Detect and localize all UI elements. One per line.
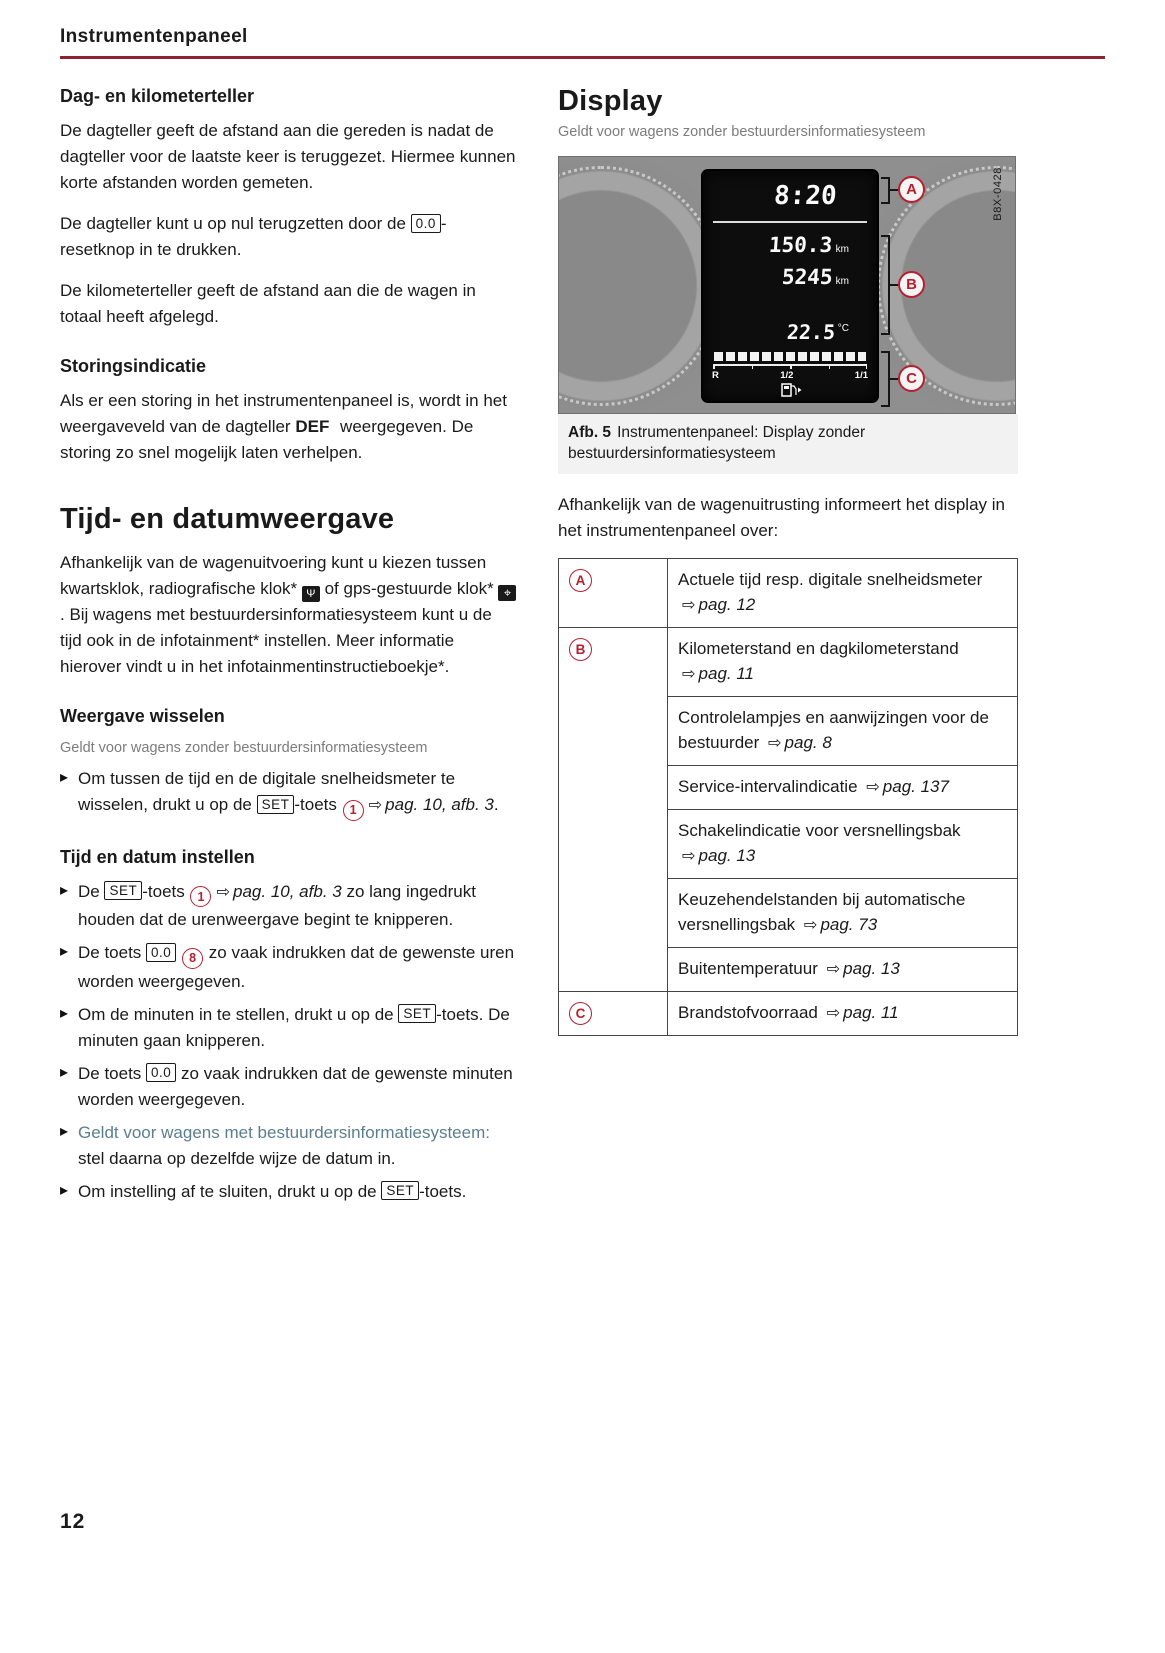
- emphasis-text: Afb. 5: [568, 424, 612, 441]
- page-ref: pag. 137: [882, 777, 949, 796]
- list-item: ▸ De SET -toets 1 ⇨ pag. 10, afb. 3 zo lang ingedrukt houden dat de urenweergave begint te knipperen.: [60, 879, 518, 934]
- row-label-b: B: [569, 638, 592, 661]
- page-ref: pag. 73: [820, 915, 878, 934]
- paragraph: De kilometerteller geeft de afstand aan die de wagen in totaal heeft afgelegd.: [60, 281, 476, 326]
- chapter-title-time-date: Tijd- en datumweergave: [60, 503, 395, 535]
- fuel-scale: [713, 364, 867, 369]
- page-ref-arrow: ⇨: [768, 734, 782, 752]
- image-reference-code: B8X-0428: [992, 167, 1004, 221]
- key-label: 0.0: [146, 1063, 176, 1082]
- table-intro-paragraph: Afhankelijk van de wagenuitrusting informeert het display in het instrumentenpaneel over:: [558, 495, 1005, 540]
- page-ref: pag. 11: [698, 664, 754, 683]
- applicability-note: Geldt voor wagens zonder bestuurdersinformatiesysteem: [558, 124, 926, 140]
- list-item: ▸ De toets 0.0 8 zo vaak indrukken dat de gewenste uren worden weergegeven.: [60, 940, 518, 995]
- callout-line-c: [890, 378, 898, 380]
- instruction-list: [60, 879, 518, 1205]
- callout-bracket-c: [881, 351, 890, 407]
- row-label-c: C: [569, 1002, 592, 1025]
- page-ref: pag. 13: [698, 846, 756, 865]
- callout-line-b: [890, 284, 898, 286]
- page-ref: pag. 11: [843, 1003, 899, 1022]
- page-ref-arrow: ⇨: [826, 960, 841, 978]
- applicability-note: Geldt voor wagens zonder bestuurdersinformatiesysteem: [60, 740, 428, 756]
- page-ref: pag. 12: [698, 595, 756, 614]
- gps-clock-icon: [498, 585, 516, 601]
- key-label: SET: [381, 1181, 419, 1200]
- paragraph: De dagteller geeft de afstand aan die gereden is nadat de dagteller voor de laatste keer is teruggezet. Hiermee kunnen korte afstanden worden gemeten.: [60, 121, 516, 192]
- callout-ref: 1: [343, 800, 364, 821]
- callout-a: A: [898, 176, 925, 203]
- page-ref: pag. 10, afb. 3: [233, 881, 342, 901]
- lcd-divider: [713, 221, 867, 223]
- left-column: [60, 84, 518, 1215]
- display-figure: [558, 156, 1018, 474]
- table-cell: Kilometerstand en dagkilometerstand ⇨ pag. 11: [668, 628, 1018, 697]
- table-cell: Brandstofvoorraad ⇨ pag. 11: [668, 992, 1018, 1036]
- lcd-display: [701, 169, 879, 403]
- page-header-title: Instrumentenpaneel: [60, 26, 248, 47]
- paragraph: De dagteller kunt u op nul terugzetten door de 0.0 -resetknop in te drukken.: [60, 214, 447, 259]
- page-number: 12: [60, 1510, 86, 1533]
- callout-line-a: [890, 189, 898, 191]
- page-ref-arrow: ⇨: [682, 847, 696, 865]
- fuel-scale-tick: [790, 364, 792, 369]
- callout-c: C: [898, 365, 925, 392]
- table-cell: Keuzehendelstanden bij automatische versnellingsbak ⇨ pag. 73: [668, 879, 1018, 948]
- key-label: SET: [257, 795, 295, 814]
- key-label: 0.0: [411, 214, 441, 233]
- fuel-scale-tick: [713, 364, 715, 369]
- page-ref: pag. 13: [843, 959, 900, 978]
- table-cell: Schakelindicatie voor versnellingsbak ⇨ pag. 13: [668, 810, 1018, 879]
- callout-bracket-a: [881, 177, 890, 204]
- right-column: [558, 84, 1018, 1036]
- callout-bracket-b: [881, 235, 890, 335]
- section-title-trip-odometer: Dag- en kilometerteller: [60, 86, 255, 106]
- page-ref-arrow: ⇨: [803, 916, 818, 934]
- fuel-labels: R 1/2 1/1: [712, 370, 868, 381]
- table-row: [559, 559, 1018, 628]
- chapter-title-display: Display: [558, 85, 663, 117]
- trip-odometer-readout: 150.3 km: [768, 233, 849, 257]
- list-item: ▸ Om instelling af te sluiten, drukt u op de SET -toets.: [60, 1179, 518, 1205]
- header-rule: [60, 56, 1105, 59]
- table-cell: Buitentemperatuur ⇨ pag. 13: [668, 948, 1018, 992]
- list-item: ▸ De toets 0.0 zo vaak indrukken dat de gewenste minuten worden weergegeven.: [60, 1061, 518, 1113]
- fuel-scale-tick: [829, 364, 831, 369]
- section-title-switch-display: Weergave wisselen: [60, 706, 225, 726]
- section-title-fault-indication: Storingsindicatie: [60, 356, 207, 376]
- temperature-readout: 22.5 $^{^\circ C}$: [785, 320, 849, 344]
- page-ref-arrow: ⇨: [216, 882, 231, 901]
- list-item: ▸ Geldt voor wagens met bestuurdersinformatiesysteem: stel daarna op dezelfde wijze de datum in.: [60, 1120, 518, 1172]
- display-info-table: [558, 558, 1018, 1036]
- callout-ref: 8: [182, 948, 203, 969]
- instrument-cluster-image: [558, 156, 1016, 414]
- page-ref-arrow: ⇨: [682, 665, 696, 683]
- key-label: SET: [398, 1004, 436, 1023]
- variant-note-text: Geldt voor wagens met bestuurdersinformatiesysteem:: [78, 1122, 490, 1142]
- list-item: ▸ Om tussen de tijd en de digitale snelheidsmeter te wisselen, drukt u op de SET -toets 1 ⇨ pag. 10, afb. 3.: [60, 766, 518, 821]
- fuel-scale-tick: [752, 364, 754, 369]
- odometer-readout: 5245 km: [781, 265, 849, 289]
- radio-clock-icon: [302, 586, 320, 602]
- page-ref: pag. 8: [784, 733, 832, 752]
- list-item: ▸ Om de minuten in te stellen, drukt u op de SET -toets. De minuten gaan knipperen.: [60, 1002, 518, 1054]
- emphasis-text: DEF: [295, 417, 330, 436]
- page-ref-arrow: ⇨: [866, 778, 880, 796]
- callout-ref: 1: [190, 886, 211, 907]
- callout-b: B: [898, 271, 925, 298]
- page-ref-arrow: ⇨: [368, 796, 383, 814]
- key-label: SET: [104, 881, 142, 900]
- row-label-a: A: [569, 569, 592, 592]
- fuel-gauge: [711, 352, 869, 397]
- table-cell: Controlelampjes en aanwijzingen voor de bestuurder ⇨ pag. 8: [668, 697, 1018, 766]
- page-ref-arrow: ⇨: [826, 1004, 841, 1022]
- fuel-scale-tick: [866, 364, 868, 369]
- table-row: [559, 992, 1018, 1036]
- key-label: 0.0: [146, 943, 176, 962]
- time-readout: 8:20: [773, 181, 839, 211]
- table-row: [559, 628, 1018, 697]
- section-title-set-time-date: Tijd en datum instellen: [60, 846, 255, 867]
- paragraph: Afhankelijk van de wagenuitvoering kunt u kiezen tussen kwartsklok, radiografische klok* Ψ of gps-gestuurde klok* ⌖. Bij wagens met bestuurdersinformatiesysteem kunt u de tijd ook in de infotainment* instellen. Meer informatie hierover vindt u in het infotainmentinstructieboekje*.: [60, 550, 518, 680]
- paragraph: Als er een storing in het instrumentenpaneel is, wordt in het weergaveveld van de dagteller DEF weergegeven. De storing zo snel mogelijk laten verhelpen.: [60, 391, 507, 462]
- page-ref: pag. 10, afb. 3: [385, 795, 494, 814]
- fuel-bar: [714, 352, 866, 361]
- page-ref-arrow: ⇨: [682, 596, 696, 614]
- fuel-pump-icon: [778, 383, 802, 397]
- figure-caption: Afb. 5 Instrumentenpaneel: Display zonder bestuurdersinformatiesysteem: [558, 414, 1018, 474]
- page-header: [60, 26, 1105, 59]
- table-cell: Actuele tijd resp. digitale snelheidsmeter ⇨ pag. 12: [668, 559, 1018, 628]
- table-cell: Service-intervalindicatie ⇨ pag. 137: [668, 766, 1018, 810]
- instruction-list: [60, 766, 518, 821]
